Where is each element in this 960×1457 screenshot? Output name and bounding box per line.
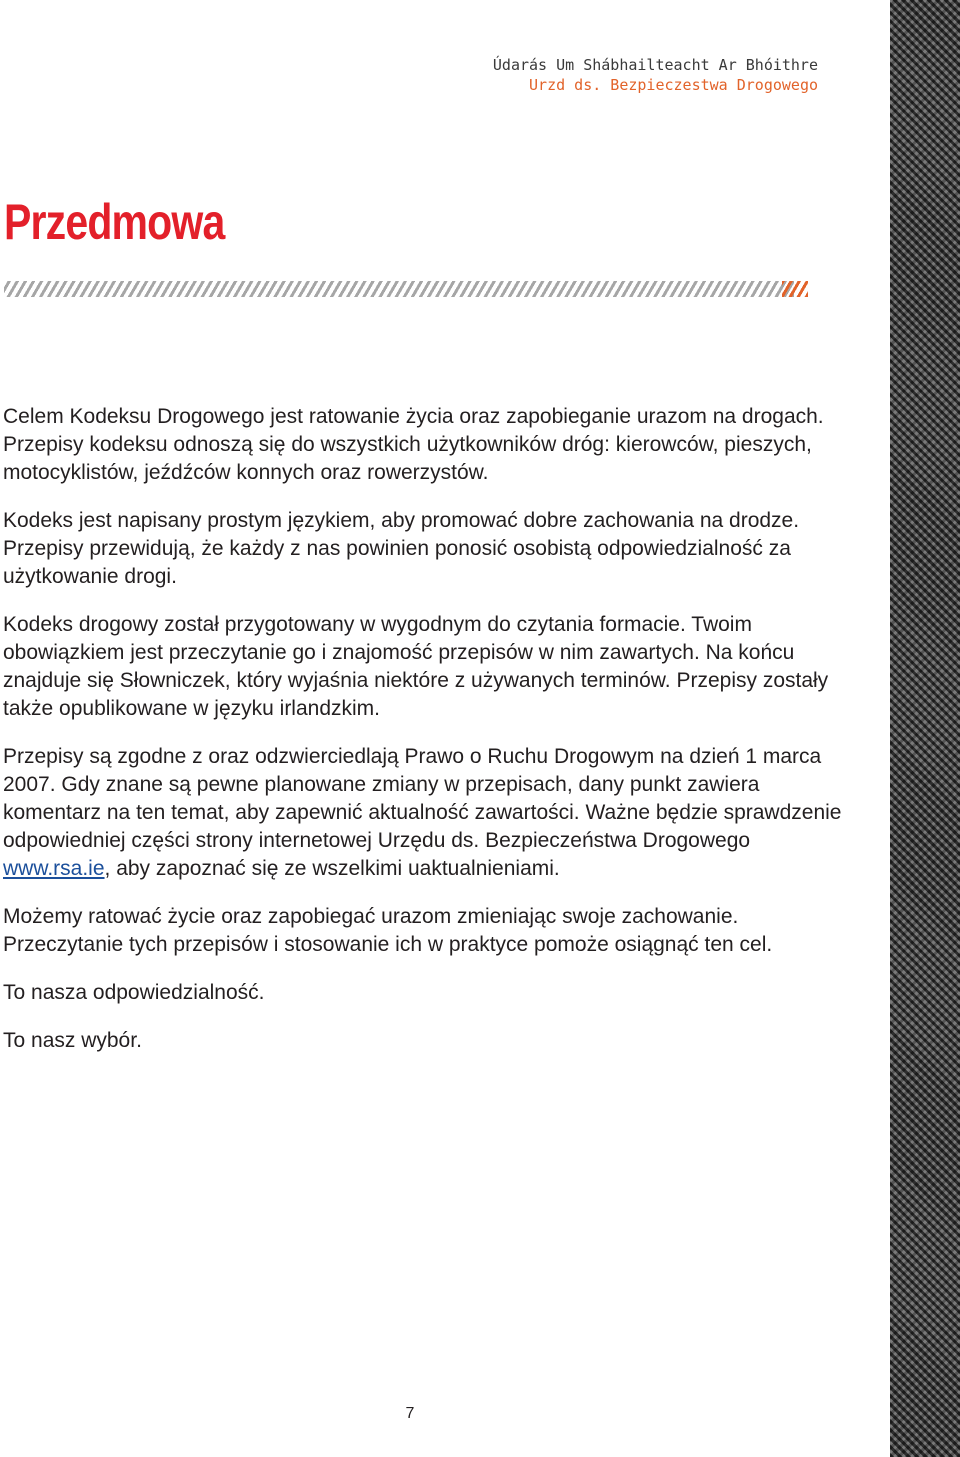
page-title: Przedmowa — [4, 194, 225, 250]
carbon-side-stripe — [890, 0, 960, 1457]
paragraph-3: Kodeks drogowy został przygotowany w wygodnym do czytania formacie. Twoim obowiązkiem jest przeczytanie go i znajomość przepisów w nim zawartych. Na końcu znajduje się Słowniczek, który wyjaśnia niektóre z używanych terminów. Przepisy zostały także opublikowane w języku irlandzkim. — [3, 613, 829, 720]
paragraph-1: Celem Kodeksu Drogowego jest ratowanie życia oraz zapobieganie urazom na drogach. Przepisy kodeksu odnoszą się do wszystkich użytkowników dróg: kierowców, pieszych, motocyklistów, jeźdźców konnych oraz rowerzystów. — [3, 405, 824, 484]
body-text — [3, 403, 863, 1075]
paragraph-6: To nasza odpowiedzialność. — [3, 981, 265, 1004]
paragraph-2: Kodeks jest napisany prostym językiem, aby promować dobre zachowania na drodze. Przepisy przewidują, że każdy z nas powinien ponosić osobistą odpowiedzialność za użytkowanie drogi. — [3, 509, 800, 588]
paragraph-5: Możemy ratować życie oraz zapobiegać urazom zmieniając swoje zachowanie. Przeczytanie tych przepisów i stosowanie ich w praktyce pomoże osiągnąć ten cel. — [3, 905, 773, 956]
paragraph-7: To nasz wybór. — [3, 1029, 142, 1052]
page-number: 7 — [405, 1405, 415, 1422]
website-link[interactable]: www.rsa.ie — [3, 857, 105, 880]
hatched-divider-accent — [782, 281, 808, 297]
org-name-irish: Údarás Um Shábhailteacht Ar Bhóithre — [492, 56, 818, 74]
paragraph-4-tail: , aby zapoznać się ze wszelkimi uaktualnieniami. — [104, 857, 560, 880]
paragraph-4 — [3, 743, 863, 883]
org-name-polish: Urzd ds. Bezpieczestwa Drogowego — [529, 76, 818, 94]
paragraph-4-text: Przepisy są zgodne z oraz odzwierciedlają Prawo o Ruchu Drogowym na dzień 1 marca 2007. Gdy znane są pewne planowane zmiany w przepisach, dany punkt zawiera komentarz na ten temat, aby zapewnić aktualność zawartości. Ważne będzie sprawdzenie odpowiedniej części strony internetowej Urzędu ds. Bezpieczeństwa Drogowego — [3, 745, 842, 852]
hatched-divider — [4, 281, 794, 297]
organization-header — [493, 55, 818, 95]
